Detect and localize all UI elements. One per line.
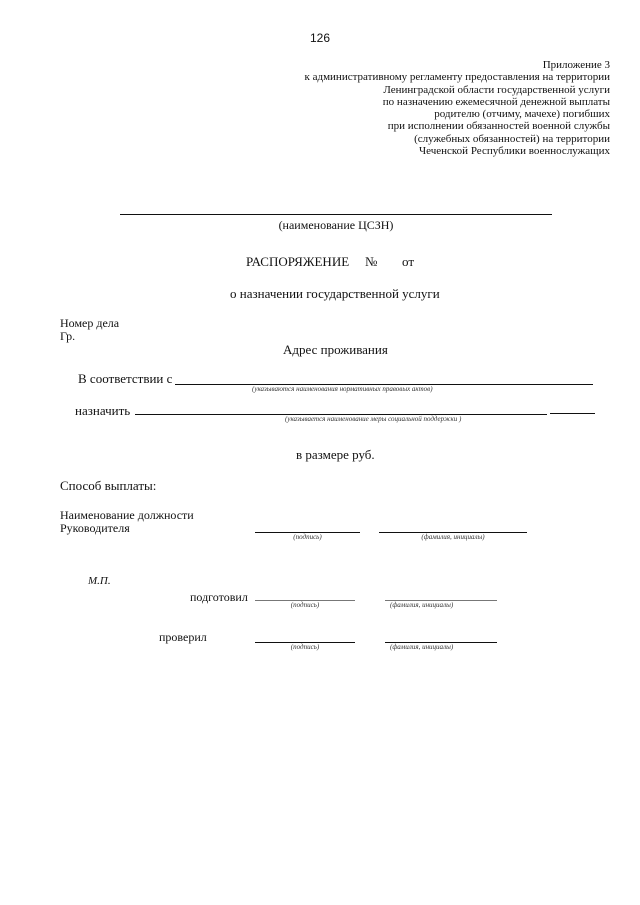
appendix-line: при исполнении обязанностей военной службы — [387, 120, 610, 133]
assign-label: назначить — [75, 403, 131, 418]
appendix-line: родителю (отчиму, мачехе) погибших — [434, 108, 610, 121]
accordance-label: В соответствии с — [78, 371, 173, 386]
appendix-header — [305, 59, 610, 157]
appendix-line: Ленинградской области государственной услуги — [383, 83, 610, 96]
assign-field-extra[interactable] — [550, 413, 595, 414]
org-caption: (наименование ЦСЗН) — [278, 218, 394, 232]
checked-label: проверил — [159, 630, 207, 644]
checked-signature-hint: (подпись) — [290, 643, 320, 651]
appendix-line: Приложение 3 — [542, 59, 610, 71]
case-number-label: Номер дела — [60, 316, 120, 330]
checked-name-hint: (фамилия, инициалы) — [390, 643, 454, 651]
org-name-field[interactable] — [120, 214, 552, 215]
prepared-signature-hint: (подпись) — [290, 601, 320, 609]
head-signature-hint: (подпись) — [293, 533, 322, 541]
head-name-hint: (фамилия, инициалы) — [421, 533, 485, 541]
appendix-line: Чеченской Республики военнослужащих — [418, 145, 610, 158]
amount-label: в размере руб. — [296, 447, 375, 462]
position-line-2: Руководителя — [60, 521, 130, 535]
citizen-label: Гр. — [60, 329, 76, 343]
appendix-line: по назначению ежемесячной денежной выплаты — [382, 95, 610, 108]
prepared-label: подготовил — [190, 590, 248, 604]
accordance-hint: (указываются наименования нормативных правовых актов) — [252, 385, 433, 393]
appendix-line: (служебных обязанностей) на территории — [414, 132, 610, 145]
order-subject: о назначении государственной услуги — [230, 286, 440, 301]
assign-hint: (указывается наименование меры социальной поддержки ) — [285, 415, 462, 423]
page-number: 126 — [309, 31, 331, 45]
stamp-label: М.П. — [88, 575, 111, 587]
prepared-name-hint: (фамилия, инициалы) — [390, 601, 454, 609]
order-from: от — [402, 254, 415, 269]
address-label: Адрес проживания — [283, 342, 388, 357]
payment-method-label: Способ выплаты: — [60, 478, 157, 493]
appendix-line: к административному регламенту предоставления на территории — [304, 71, 610, 84]
order-title: РАСПОРЯЖЕНИЕ — [246, 254, 350, 269]
order-number-sign: № — [365, 254, 378, 269]
position-line-1: Наименование должности — [60, 508, 194, 522]
